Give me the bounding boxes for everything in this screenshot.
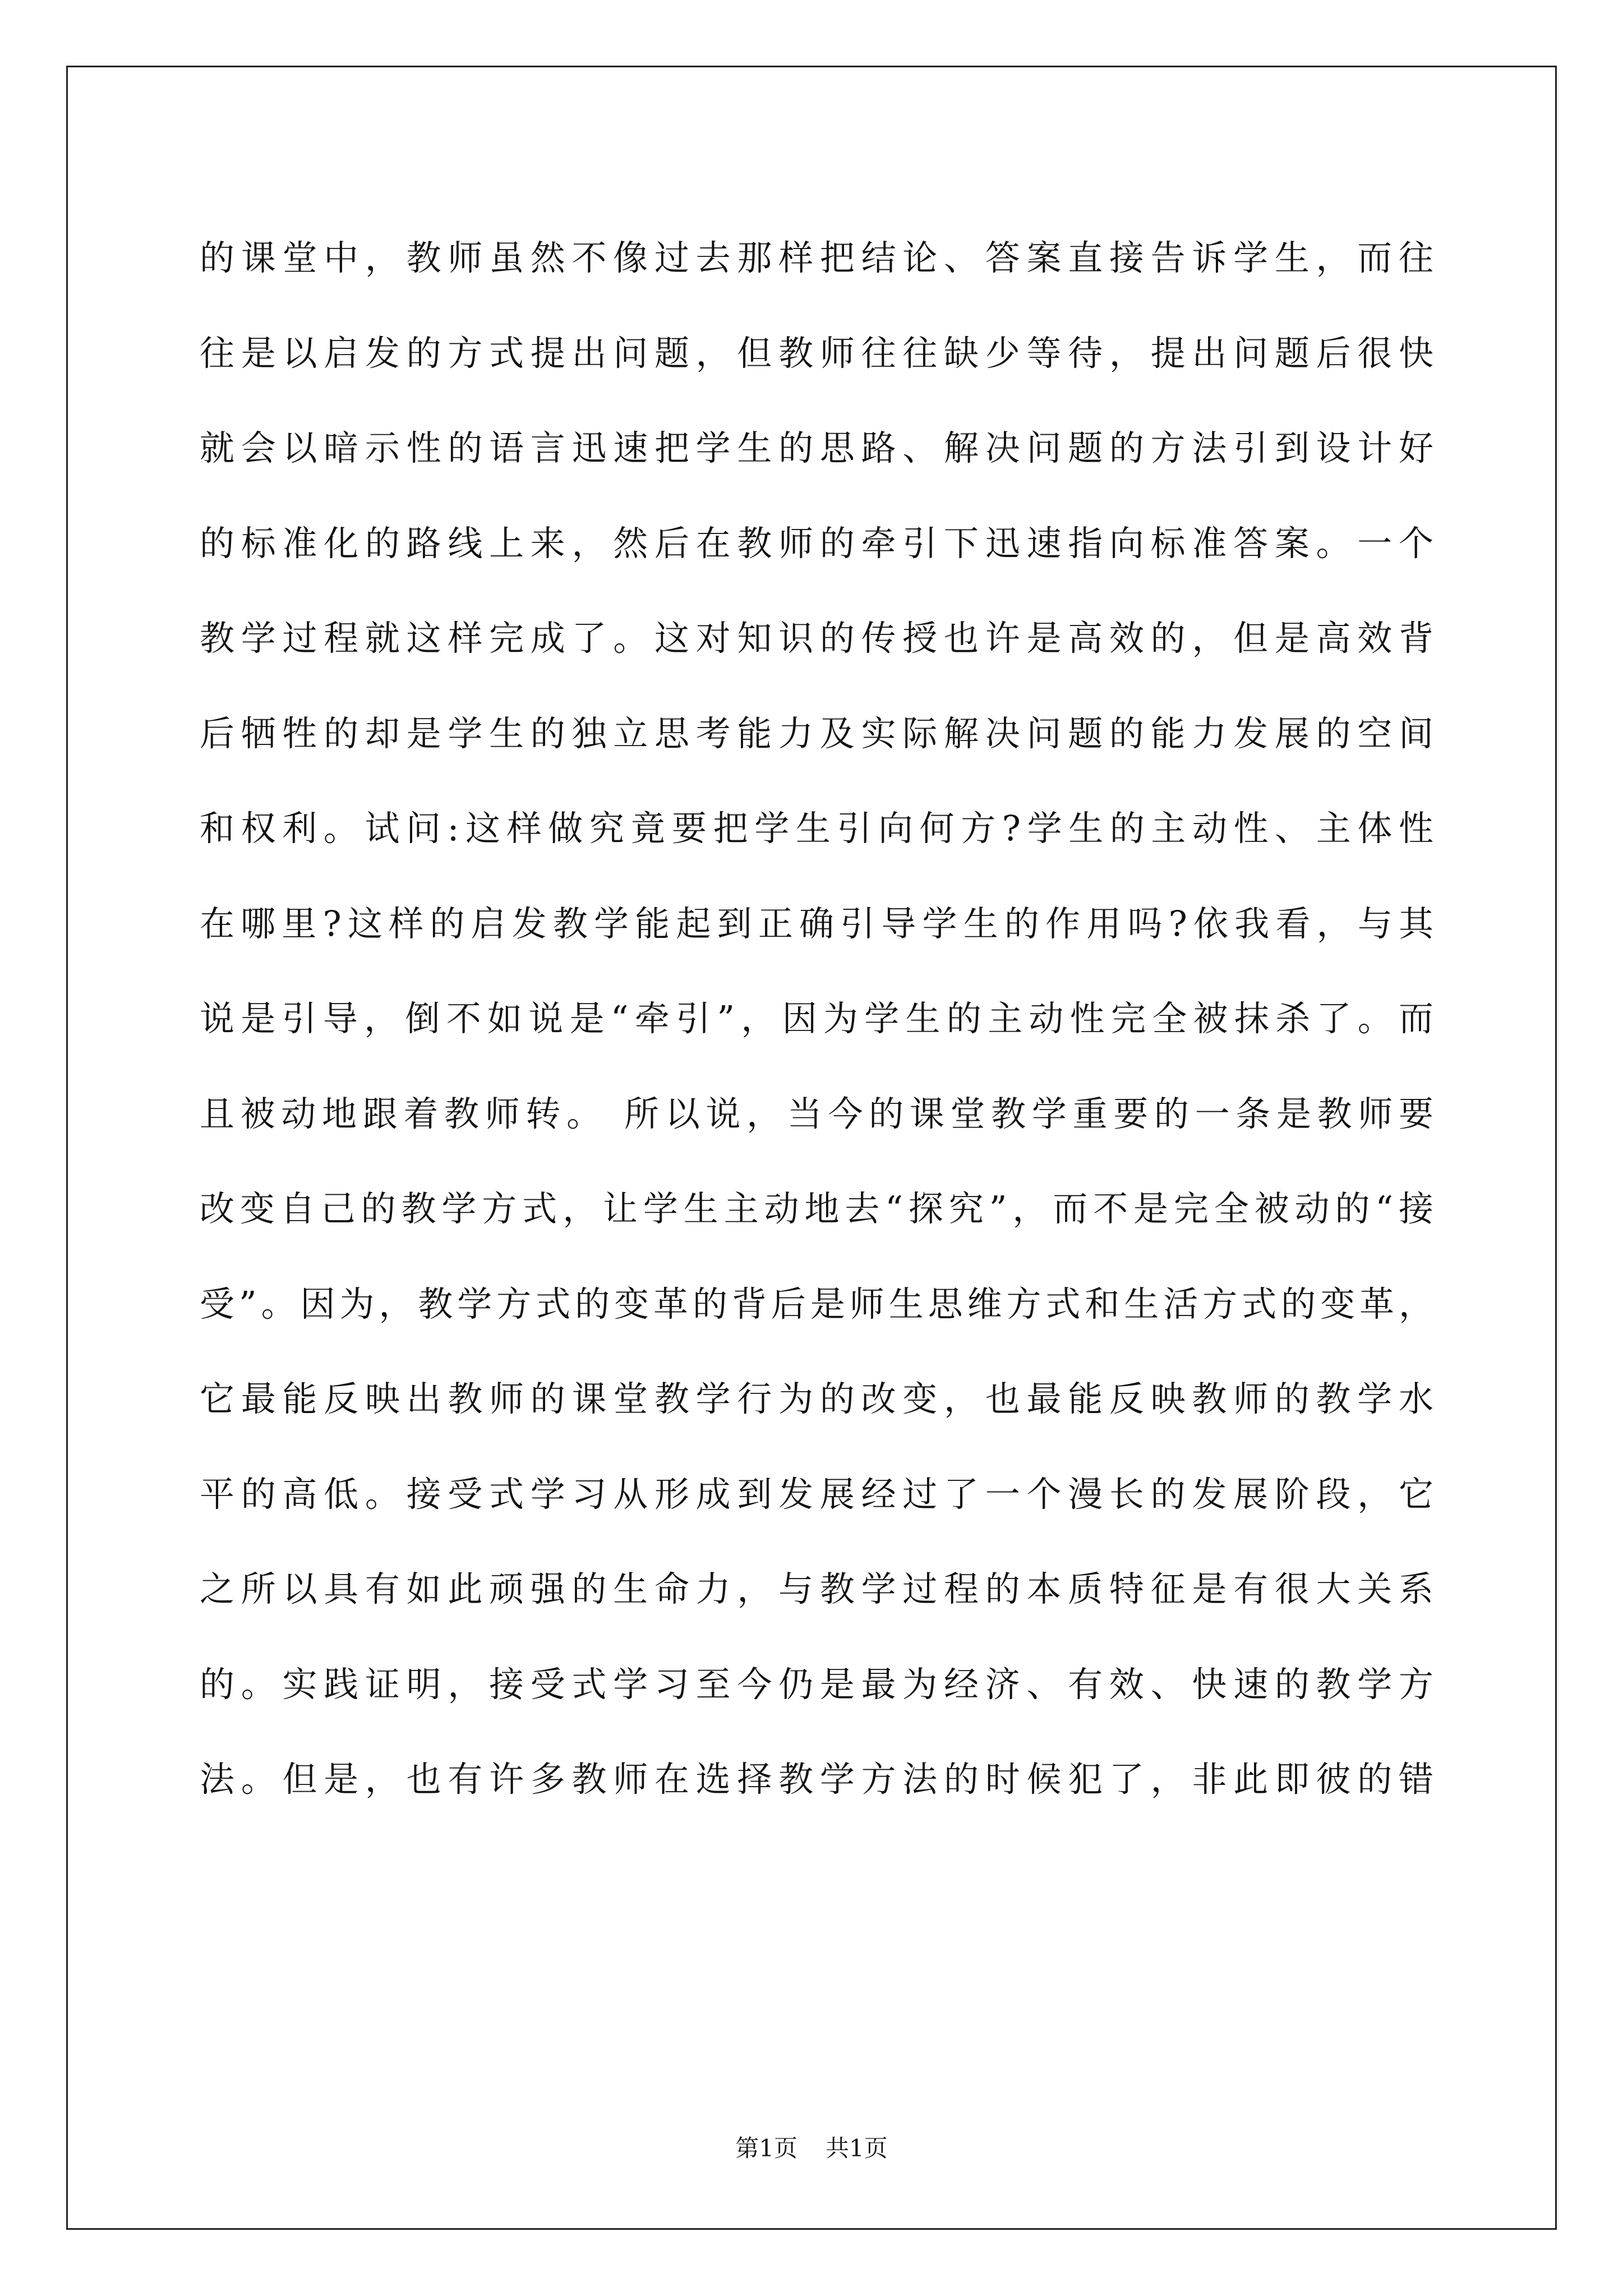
- text-line: 受”。因为，教学方式的变革的背后是师生思维方式和生活方式的变革，: [200, 1283, 1433, 1324]
- page-total: 共1页: [826, 2134, 888, 2162]
- text-line: 改变自己的教学方式，让学生主动地去“探究”，而不是完全被动的“接: [200, 1188, 1433, 1229]
- text-line: 的。实践证明，接受式学习至今仍是最为经济、有效、快速的教学方: [200, 1663, 1433, 1705]
- text-line: 的课堂中，教师虽然不像过去那样把结论、答案直接告诉学生，而往: [200, 237, 1433, 278]
- text-line: 且被动地跟着教师转。 所以说，当今的课堂教学重要的一条是教师要: [200, 1093, 1433, 1134]
- text-line: 和权利。试问:这样做究竟要把学生引向何方?学生的主动性、主体性: [200, 808, 1433, 849]
- text-line: 往是以启发的方式提出问题，但教师往往缺少等待，提出问题后很快: [200, 332, 1433, 374]
- document-body: [200, 210, 1433, 1827]
- text-line: 说是引导，倒不如说是“牵引”，因为学生的主动性完全被抹杀了。而: [200, 998, 1433, 1039]
- text-line: 的标准化的路线上来，然后在教师的牵引下迅速指向标准答案。一个: [200, 522, 1433, 564]
- text-line: 教学过程就这样完成了。这对知识的传授也许是高效的，但是高效背: [200, 618, 1433, 659]
- text-line: 后牺牲的却是学生的独立思考能力及实际解决问题的能力发展的空间: [200, 712, 1433, 754]
- text-line: 在哪里?这样的启发教学能起到正确引导学生的作用吗?依我看，与其: [200, 903, 1433, 944]
- text-line: 就会以暗示性的语言迅速把学生的思路、解决问题的方法引到设计好: [200, 427, 1433, 468]
- text-line: 它最能反映出教师的课堂教学行为的改变，也最能反映教师的教学水: [200, 1378, 1433, 1419]
- text-line: 法。但是，也有许多教师在选择教学方法的时候犯了，非此即彼的错: [200, 1759, 1433, 1800]
- page-number: 第1页: [735, 2134, 797, 2162]
- text-line: 平的高低。接受式学习从形成到发展经过了一个漫长的发展阶段，它: [200, 1473, 1433, 1515]
- page-footer: [0, 2132, 1623, 2165]
- text-line: 之所以具有如此顽强的生命力，与教学过程的本质特征是有很大关系: [200, 1568, 1433, 1609]
